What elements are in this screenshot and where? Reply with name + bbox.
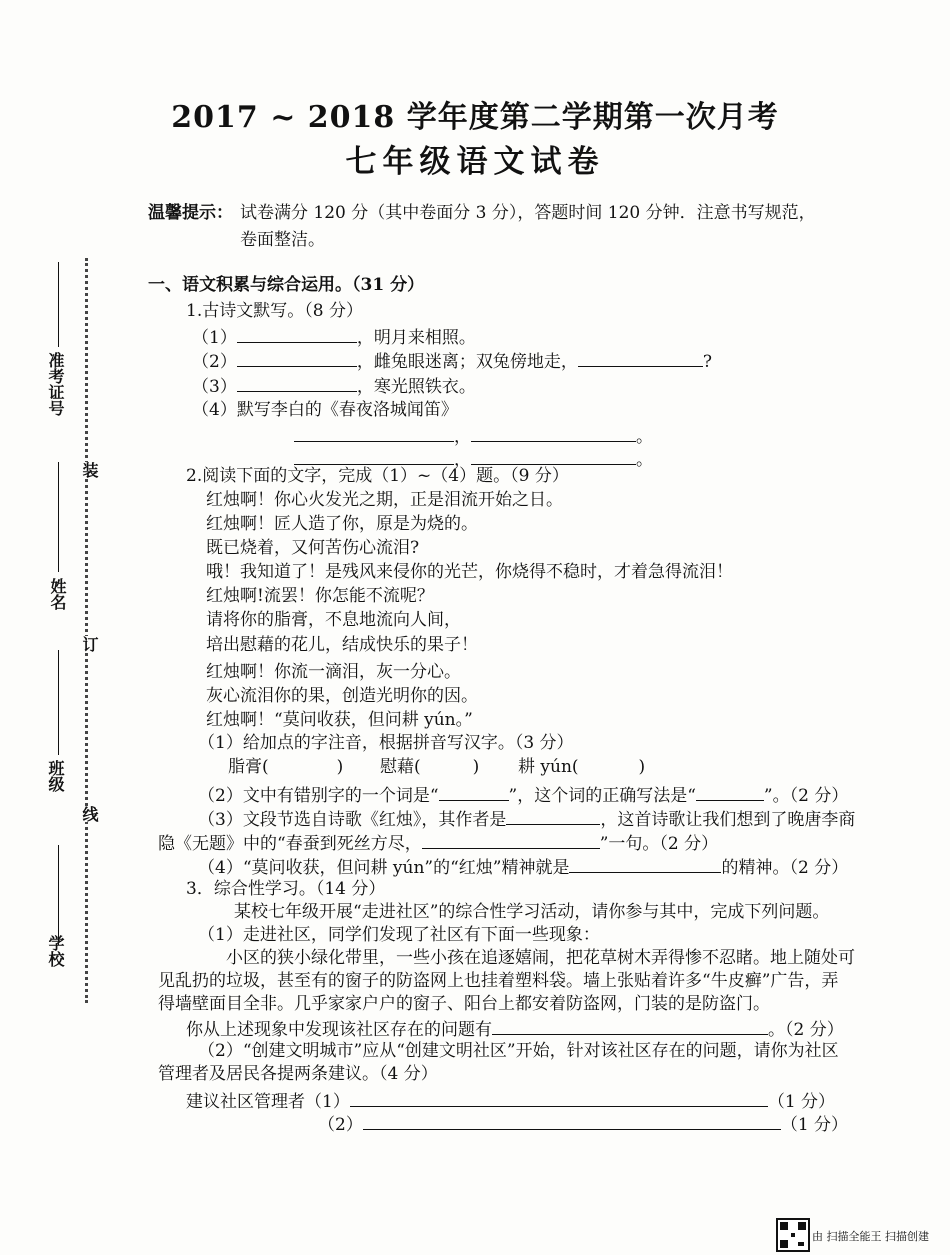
exam-no-label: 准考证号	[46, 352, 65, 416]
q2-word-1-label: 脂膏(	[228, 757, 269, 777]
q1-item-3-text: ，寒光照铁衣。	[356, 377, 476, 397]
q1-blank-5	[294, 425, 454, 442]
q3-ask-text: 你从上述现象中发现该社区存在的问题有	[186, 1020, 492, 1040]
q3-blank-2	[350, 1090, 768, 1107]
q1-blank-6	[471, 425, 636, 442]
q1-blank-1	[237, 326, 357, 343]
q1-title: 1.古诗文默写。（8 分）	[186, 301, 363, 321]
q2-blank-2	[696, 784, 764, 801]
q1-comma-2: ，	[454, 450, 471, 470]
poem-line-1: 红烛啊！你心火发光之期，正是泪流开始之日。	[206, 490, 563, 510]
q3-sub-1: （1）走进社区，同学们发现了社区有下面一些现象：	[198, 925, 600, 945]
q3-manager-line-1	[186, 1090, 835, 1112]
school-label: 学校	[46, 935, 65, 967]
q3-para-3: 得墙壁面目全非。几乎家家户户的窗子、阳台上都安着防盗网，门装的是防盗门。	[158, 994, 770, 1014]
q2-blank-4	[422, 832, 600, 849]
q2-blank-5	[569, 856, 721, 873]
q1-item-2-num: （2）	[192, 352, 237, 372]
q3-manager-label: 建议社区管理者（1）	[186, 1092, 350, 1112]
q2-sub-3-d: ”一句。（2 分）	[599, 834, 719, 854]
q1-item-4-num: （4）	[192, 400, 237, 420]
q2-sub-4-a: （4）“莫问收获，但问耕 yún”的“红烛”精神就是	[198, 858, 570, 878]
q2-sub-3-cont	[158, 832, 718, 854]
poem-line-5: 红烛啊!流罢！你怎能不流呢？	[206, 586, 434, 606]
q1-item-4-text: 默写李白的《春夜洛城闻笛》	[236, 400, 458, 420]
q2-sub-1-word-2	[380, 757, 479, 777]
poem-line-4: 哦！我知道了！是残风来侵你的光芒，你烧得不稳时，才着急得流泪！	[206, 562, 733, 582]
q2-sub-1-word-3	[518, 757, 645, 777]
q2-sub-2	[198, 784, 848, 806]
q1-period-2: 。	[636, 450, 653, 470]
q1-item-2-end: ?	[702, 352, 712, 372]
q2-word-3-label: 耕 yún(	[518, 757, 579, 777]
q2-sub-2-c: ”。（2 分）	[763, 786, 849, 806]
exam-no-blank	[58, 262, 59, 347]
q2-sub-2-a: （2）文中有错别字的一个词是“	[198, 786, 439, 806]
class-blank	[58, 650, 59, 755]
poem-line-6: 请将你的脂膏，不息地流向人间，	[206, 610, 461, 630]
q2-title: 2.阅读下面的文字，完成（1）~（4）题。（9 分）	[186, 466, 569, 486]
q2-blank-3	[506, 808, 600, 825]
q1-item-3	[192, 375, 476, 397]
exam-title: 2017 ~ 2018 学年度第二学期第一次月考	[171, 100, 779, 135]
poem-line-7: 培出慰藉的花儿，结成快乐的果子！	[206, 635, 478, 655]
q2-sub-1-word-1	[228, 757, 343, 777]
q1-item-2	[192, 350, 712, 372]
school-blank	[58, 845, 59, 945]
poem-line-8: 红烛啊！你流一滴泪，灰一分心。	[206, 662, 461, 682]
q2-sub-1: （1）给加点的字注音，根据拼音写汉字。（3 分）	[198, 733, 574, 753]
poem-line-2: 红烛啊！匠人造了你，原是为烧的。	[206, 514, 478, 534]
q1-poem-line-1	[294, 425, 653, 447]
poem-line-3: 既已烧着，又何苦伤心流泪?	[206, 538, 420, 558]
q1-blank-4	[237, 375, 357, 392]
poem-line-10: 红烛啊！“莫问收获，但问耕 yún。”	[206, 710, 473, 730]
q3-title: 3．综合性学习。（14 分）	[186, 879, 386, 899]
q1-blank-8	[471, 448, 636, 465]
section-1-heading: 一、语文积累与综合运用。（31 分）	[148, 275, 425, 295]
q1-item-3-num: （3）	[192, 377, 237, 397]
q1-comma-1: ，	[454, 427, 471, 447]
scanner-watermark: 由 扫描全能王 扫描创建	[812, 1230, 929, 1243]
q2-sub-3	[198, 808, 855, 830]
q1-item-1	[192, 326, 476, 348]
q3-manager-line-2	[318, 1113, 848, 1135]
poem-line-9: 灰心流泪你的果，创造光明你的因。	[206, 686, 478, 706]
q3-para-1: 小区的狭小绿化带里，一些小孩在追逐嬉闹，把花草树木弄得惨不忍睹。地上随处可	[226, 948, 855, 968]
q2-sub-3-c: 隐《无题》中的“春蚕到死丝方尽，	[158, 834, 422, 854]
q3-intro: 某校七年级开展“走进社区”的综合性学习活动，请你参与其中，完成下列问题。	[234, 902, 830, 922]
q2-sub-3-a: （3）文段节选自诗歌《红烛》，其作者是	[198, 810, 507, 830]
q2-blank-1	[439, 784, 509, 801]
q3-para-2: 见乱扔的垃圾，甚至有的窗子的防盗网上也挂着塑料袋。墙上张贴着许多“牛皮癣”广告，弄	[158, 971, 839, 991]
q2-word-2-label: 慰藉(	[380, 757, 421, 777]
q3-points-1: （1 分）	[767, 1092, 836, 1112]
q1-item-2-text: ，雌兔眼迷离；双兔傍地走，	[356, 352, 578, 372]
q2-word-3-close: )	[638, 757, 646, 777]
q1-blank-7	[294, 448, 454, 465]
paper-title: 七年级语文试卷	[345, 144, 605, 180]
q2-word-1-close: )	[336, 757, 344, 777]
ding-mark: 订	[80, 636, 99, 652]
class-label: 班级	[46, 760, 65, 792]
q2-sub-4-b: 的精神。（2 分）	[721, 858, 849, 878]
q2-sub-3-b: ，这首诗歌让我们想到了晚唐李商	[600, 810, 856, 830]
q1-blank-2	[237, 350, 357, 367]
name-label: 姓名	[48, 578, 67, 610]
q2-sub-4	[198, 856, 848, 878]
q3-blank-1	[492, 1018, 768, 1035]
qr-code-icon	[776, 1218, 810, 1252]
q1-item-1-text: ，明月来相照。	[356, 328, 476, 348]
q2-sub-2-b: ”，这个词的正确写法是“	[508, 786, 696, 806]
q1-item-1-num: （1）	[192, 328, 237, 348]
q3-blank-3	[363, 1113, 781, 1130]
tip-label: 温馨提示：	[148, 203, 233, 223]
q3-ask-end: 。（2 分）	[768, 1020, 844, 1040]
q1-blank-3	[578, 350, 703, 367]
q2-word-2-close: )	[472, 757, 480, 777]
q3-points-2: （1 分）	[780, 1115, 849, 1135]
q3-ask	[186, 1018, 844, 1040]
xian-mark: 线	[80, 806, 99, 822]
zhuang-mark: 装	[80, 462, 99, 478]
q3-manager-num-2: （2）	[318, 1115, 363, 1135]
tip-line-2: 卷面整洁。	[240, 230, 325, 250]
q1-item-4	[192, 400, 458, 420]
binding-dotted-line	[85, 258, 88, 1003]
tip-line-1: 试卷满分 120 分（其中卷面分 3 分），答题时间 120 分钟．注意书写规范，	[240, 203, 816, 223]
q3-sub-2: （2）“创建文明城市”应从“创建文明社区”开始，针对该社区存在的问题，请你为社区	[198, 1041, 839, 1061]
q3-sub-2-cont: 管理者及居民各提两条建议。（4 分）	[158, 1064, 438, 1084]
q1-period-1: 。	[636, 427, 653, 447]
name-blank	[58, 462, 59, 572]
